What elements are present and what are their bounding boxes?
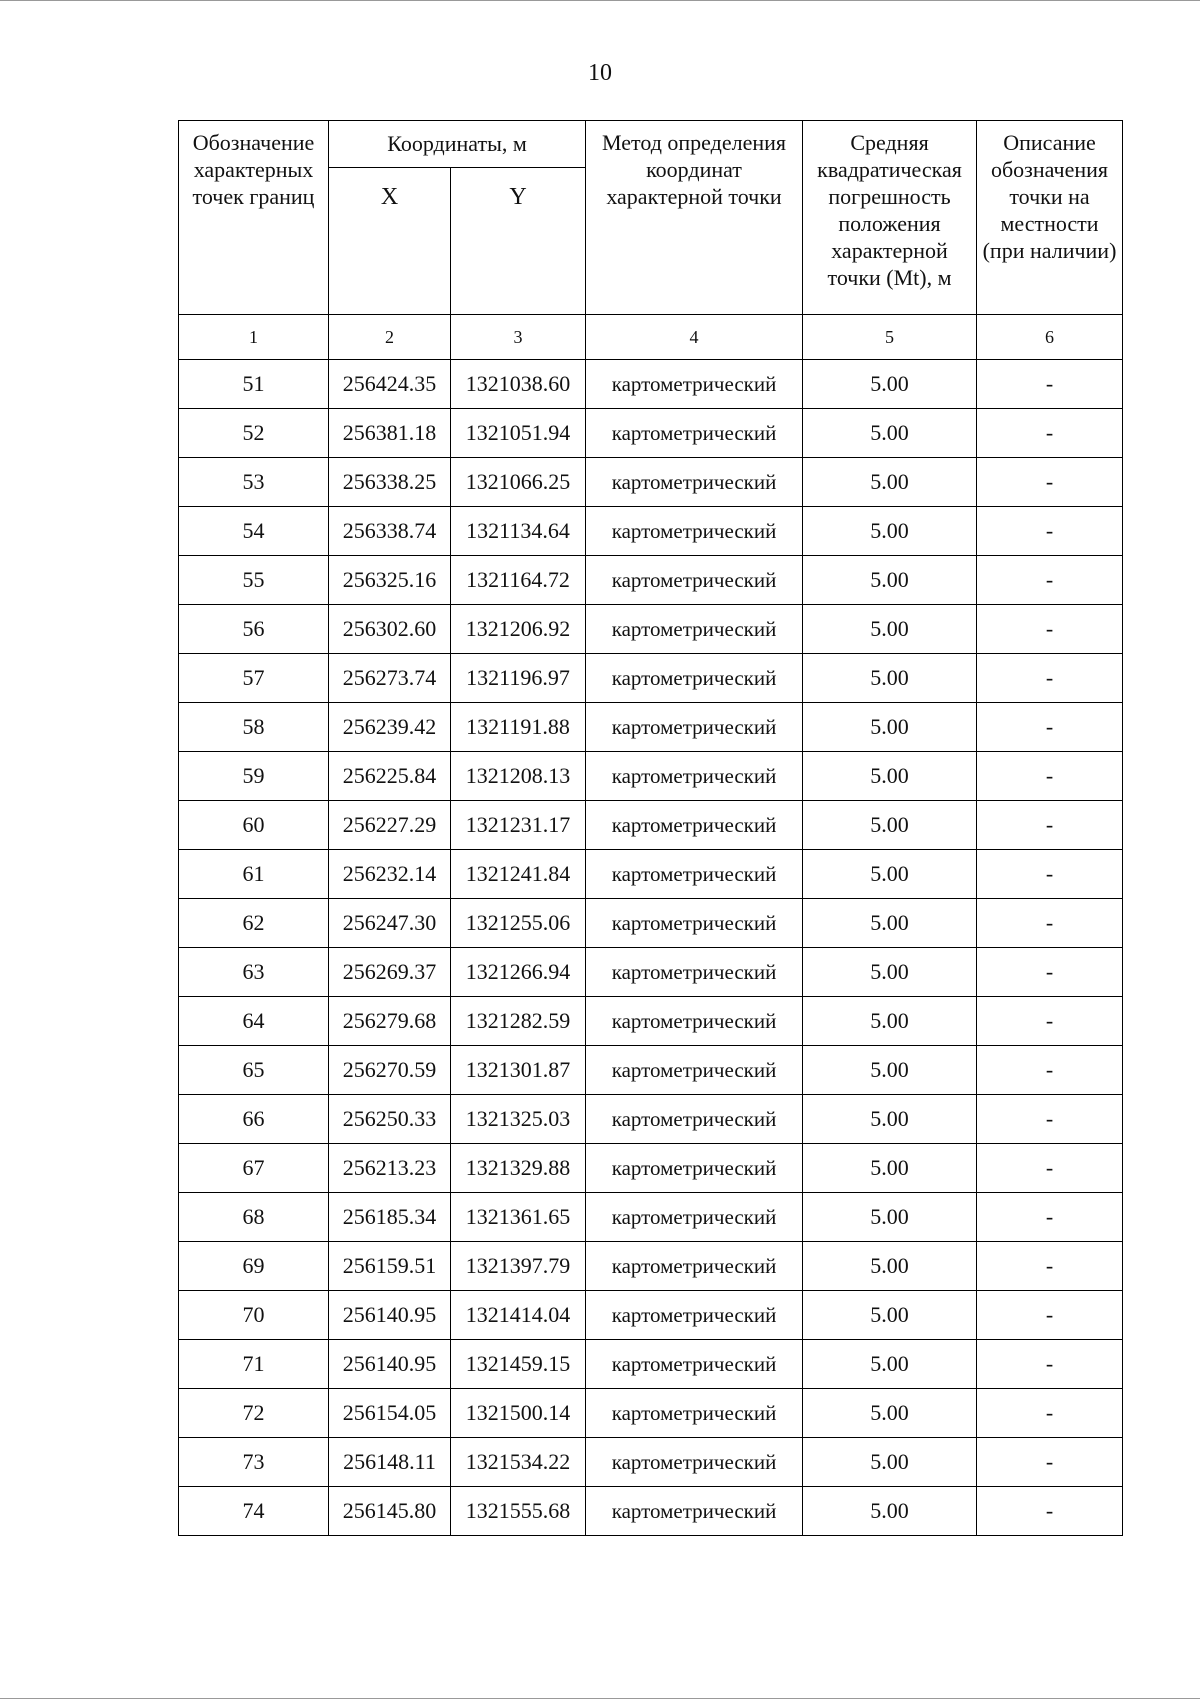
- y-coordinate-cell: 1321325.03: [451, 1095, 586, 1144]
- point-number-cell: 59: [179, 752, 329, 801]
- description-cell: -: [977, 703, 1123, 752]
- y-coordinate-cell: 1321208.13: [451, 752, 586, 801]
- description-cell: -: [977, 1291, 1123, 1340]
- table-row: [179, 850, 1123, 899]
- error-cell: 5.00: [803, 360, 977, 409]
- description-cell: -: [977, 507, 1123, 556]
- table-row: [179, 1193, 1123, 1242]
- y-coordinate-cell: 1321038.60: [451, 360, 586, 409]
- point-number-cell: 56: [179, 605, 329, 654]
- description-cell: -: [977, 1193, 1123, 1242]
- error-cell: 5.00: [803, 1193, 977, 1242]
- table-row: [179, 899, 1123, 948]
- error-cell: 5.00: [803, 801, 977, 850]
- table-row: [179, 507, 1123, 556]
- column-number: 2: [329, 315, 451, 360]
- y-coordinate-cell: 1321555.68: [451, 1487, 586, 1536]
- point-number-cell: 74: [179, 1487, 329, 1536]
- error-cell: 5.00: [803, 1144, 977, 1193]
- description-cell: -: [977, 1438, 1123, 1487]
- method-cell: картометрический: [586, 1389, 803, 1438]
- y-coordinate-cell: 1321134.64: [451, 507, 586, 556]
- x-coordinate-cell: 256140.95: [329, 1291, 451, 1340]
- point-number-cell: 64: [179, 997, 329, 1046]
- x-coordinate-cell: 256185.34: [329, 1193, 451, 1242]
- column-numbers-row: [179, 315, 1123, 360]
- y-coordinate-cell: 1321196.97: [451, 654, 586, 703]
- x-coordinate-cell: 256232.14: [329, 850, 451, 899]
- method-cell: картометрический: [586, 507, 803, 556]
- table-row: [179, 1242, 1123, 1291]
- table-row: [179, 1340, 1123, 1389]
- error-cell: 5.00: [803, 409, 977, 458]
- description-cell: -: [977, 1046, 1123, 1095]
- method-cell: картометрический: [586, 1242, 803, 1291]
- x-coordinate-cell: 256279.68: [329, 997, 451, 1046]
- point-number-cell: 72: [179, 1389, 329, 1438]
- error-cell: 5.00: [803, 850, 977, 899]
- x-coordinate-cell: 256273.74: [329, 654, 451, 703]
- description-cell: -: [977, 1389, 1123, 1438]
- description-cell: -: [977, 752, 1123, 801]
- error-cell: 5.00: [803, 556, 977, 605]
- page-number: 10: [588, 60, 612, 86]
- method-cell: картометрический: [586, 1291, 803, 1340]
- point-number-cell: 63: [179, 948, 329, 997]
- x-coordinate-cell: 256140.95: [329, 1340, 451, 1389]
- x-coordinate-cell: 256424.35: [329, 360, 451, 409]
- y-coordinate-cell: 1321051.94: [451, 409, 586, 458]
- method-cell: картометрический: [586, 1144, 803, 1193]
- point-number-cell: 60: [179, 801, 329, 850]
- y-coordinate-cell: 1321255.06: [451, 899, 586, 948]
- x-coordinate-cell: 256225.84: [329, 752, 451, 801]
- method-cell: картометрический: [586, 703, 803, 752]
- description-cell: -: [977, 1242, 1123, 1291]
- y-coordinate-cell: 1321301.87: [451, 1046, 586, 1095]
- point-number-cell: 58: [179, 703, 329, 752]
- method-cell: картометрический: [586, 948, 803, 997]
- y-coordinate-cell: 1321066.25: [451, 458, 586, 507]
- description-cell: -: [977, 1340, 1123, 1389]
- y-coordinate-cell: 1321459.15: [451, 1340, 586, 1389]
- description-cell: -: [977, 556, 1123, 605]
- error-cell: 5.00: [803, 899, 977, 948]
- method-cell: картометрический: [586, 801, 803, 850]
- table-row: [179, 654, 1123, 703]
- point-number-cell: 73: [179, 1438, 329, 1487]
- point-number-cell: 62: [179, 899, 329, 948]
- x-coordinate-cell: 256338.25: [329, 458, 451, 507]
- error-cell: 5.00: [803, 1340, 977, 1389]
- header-coordinates: Координаты, м: [329, 121, 586, 168]
- error-cell: 5.00: [803, 1046, 977, 1095]
- error-cell: 5.00: [803, 1389, 977, 1438]
- y-coordinate-cell: 1321361.65: [451, 1193, 586, 1242]
- table-body: [179, 360, 1123, 1536]
- page-bottom-edge: [0, 1698, 1200, 1699]
- method-cell: картометрический: [586, 556, 803, 605]
- method-cell: картометрический: [586, 1438, 803, 1487]
- y-coordinate-cell: 1321266.94: [451, 948, 586, 997]
- column-number: 3: [451, 315, 586, 360]
- point-number-cell: 65: [179, 1046, 329, 1095]
- point-number-cell: 51: [179, 360, 329, 409]
- table-row: [179, 997, 1123, 1046]
- method-cell: картометрический: [586, 654, 803, 703]
- x-coordinate-cell: 256154.05: [329, 1389, 451, 1438]
- table-row: [179, 1095, 1123, 1144]
- method-cell: картометрический: [586, 409, 803, 458]
- y-coordinate-cell: 1321231.17: [451, 801, 586, 850]
- error-cell: 5.00: [803, 752, 977, 801]
- method-cell: картометрический: [586, 850, 803, 899]
- coordinates-table: [178, 120, 1123, 1536]
- y-coordinate-cell: 1321241.84: [451, 850, 586, 899]
- header-method: Метод определения координат характерной точки: [586, 121, 803, 315]
- y-coordinate-cell: 1321500.14: [451, 1389, 586, 1438]
- y-coordinate-cell: 1321329.88: [451, 1144, 586, 1193]
- x-coordinate-cell: 256148.11: [329, 1438, 451, 1487]
- table-row: [179, 556, 1123, 605]
- table-row: [179, 948, 1123, 997]
- error-cell: 5.00: [803, 997, 977, 1046]
- table-row: [179, 1389, 1123, 1438]
- method-cell: картометрический: [586, 605, 803, 654]
- error-cell: 5.00: [803, 1438, 977, 1487]
- x-coordinate-cell: 256239.42: [329, 703, 451, 752]
- method-cell: картометрический: [586, 1340, 803, 1389]
- column-number: 1: [179, 315, 329, 360]
- method-cell: картометрический: [586, 997, 803, 1046]
- description-cell: -: [977, 850, 1123, 899]
- description-cell: -: [977, 1144, 1123, 1193]
- table-row: [179, 1487, 1123, 1536]
- y-coordinate-cell: 1321282.59: [451, 997, 586, 1046]
- error-cell: 5.00: [803, 1291, 977, 1340]
- point-number-cell: 68: [179, 1193, 329, 1242]
- method-cell: картометрический: [586, 1095, 803, 1144]
- error-cell: 5.00: [803, 703, 977, 752]
- description-cell: -: [977, 605, 1123, 654]
- description-cell: -: [977, 997, 1123, 1046]
- method-cell: картометрический: [586, 1193, 803, 1242]
- point-number-cell: 67: [179, 1144, 329, 1193]
- method-cell: картометрический: [586, 1046, 803, 1095]
- table-row: [179, 1046, 1123, 1095]
- description-cell: -: [977, 1487, 1123, 1536]
- point-number-cell: 55: [179, 556, 329, 605]
- table-header: [179, 121, 1123, 360]
- column-number: 6: [977, 315, 1123, 360]
- table-row: [179, 360, 1123, 409]
- description-cell: -: [977, 899, 1123, 948]
- point-number-cell: 52: [179, 409, 329, 458]
- table-row: [179, 703, 1123, 752]
- x-coordinate-cell: 256250.33: [329, 1095, 451, 1144]
- y-coordinate-cell: 1321164.72: [451, 556, 586, 605]
- description-cell: -: [977, 458, 1123, 507]
- y-coordinate-cell: 1321414.04: [451, 1291, 586, 1340]
- table-row: [179, 458, 1123, 507]
- point-number-cell: 57: [179, 654, 329, 703]
- column-number: 5: [803, 315, 977, 360]
- error-cell: 5.00: [803, 1242, 977, 1291]
- error-cell: 5.00: [803, 458, 977, 507]
- x-coordinate-cell: 256247.30: [329, 899, 451, 948]
- method-cell: картометрический: [586, 899, 803, 948]
- column-number: 4: [586, 315, 803, 360]
- header-error: Средняя квадратическая погрешность положения характерной точки (Mt), м: [803, 121, 977, 315]
- table-row: [179, 409, 1123, 458]
- table-row: [179, 1438, 1123, 1487]
- description-cell: -: [977, 654, 1123, 703]
- table-row: [179, 752, 1123, 801]
- x-coordinate-cell: 256145.80: [329, 1487, 451, 1536]
- error-cell: 5.00: [803, 507, 977, 556]
- x-coordinate-cell: 256325.16: [329, 556, 451, 605]
- error-cell: 5.00: [803, 654, 977, 703]
- point-number-cell: 69: [179, 1242, 329, 1291]
- method-cell: картометрический: [586, 458, 803, 507]
- description-cell: -: [977, 948, 1123, 997]
- page-top-edge: [0, 0, 1200, 1]
- method-cell: картометрический: [586, 1487, 803, 1536]
- x-coordinate-cell: 256269.37: [329, 948, 451, 997]
- description-cell: -: [977, 1095, 1123, 1144]
- point-number-cell: 71: [179, 1340, 329, 1389]
- error-cell: 5.00: [803, 1487, 977, 1536]
- method-cell: картометрический: [586, 752, 803, 801]
- table-row: [179, 801, 1123, 850]
- x-coordinate-cell: 256213.23: [329, 1144, 451, 1193]
- point-number-cell: 66: [179, 1095, 329, 1144]
- error-cell: 5.00: [803, 1095, 977, 1144]
- y-coordinate-cell: 1321206.92: [451, 605, 586, 654]
- table-row: [179, 1144, 1123, 1193]
- description-cell: -: [977, 801, 1123, 850]
- x-coordinate-cell: 256302.60: [329, 605, 451, 654]
- y-coordinate-cell: 1321534.22: [451, 1438, 586, 1487]
- x-coordinate-cell: 256159.51: [329, 1242, 451, 1291]
- point-number-cell: 54: [179, 507, 329, 556]
- error-cell: 5.00: [803, 605, 977, 654]
- point-number-cell: 61: [179, 850, 329, 899]
- table-row: [179, 1291, 1123, 1340]
- x-coordinate-cell: 256338.74: [329, 507, 451, 556]
- method-cell: картометрический: [586, 360, 803, 409]
- point-number-cell: 53: [179, 458, 329, 507]
- y-coordinate-cell: 1321397.79: [451, 1242, 586, 1291]
- x-coordinate-cell: 256227.29: [329, 801, 451, 850]
- y-coordinate-cell: 1321191.88: [451, 703, 586, 752]
- x-coordinate-cell: 256381.18: [329, 409, 451, 458]
- header-description: Описание обозначения точки на местности (при наличии): [977, 121, 1123, 315]
- header-point-designation: Обозначение характерных точек границ: [179, 121, 329, 315]
- description-cell: -: [977, 409, 1123, 458]
- header-y: Y: [451, 168, 586, 315]
- error-cell: 5.00: [803, 948, 977, 997]
- table-row: [179, 605, 1123, 654]
- x-coordinate-cell: 256270.59: [329, 1046, 451, 1095]
- header-x: X: [329, 168, 451, 315]
- point-number-cell: 70: [179, 1291, 329, 1340]
- description-cell: -: [977, 360, 1123, 409]
